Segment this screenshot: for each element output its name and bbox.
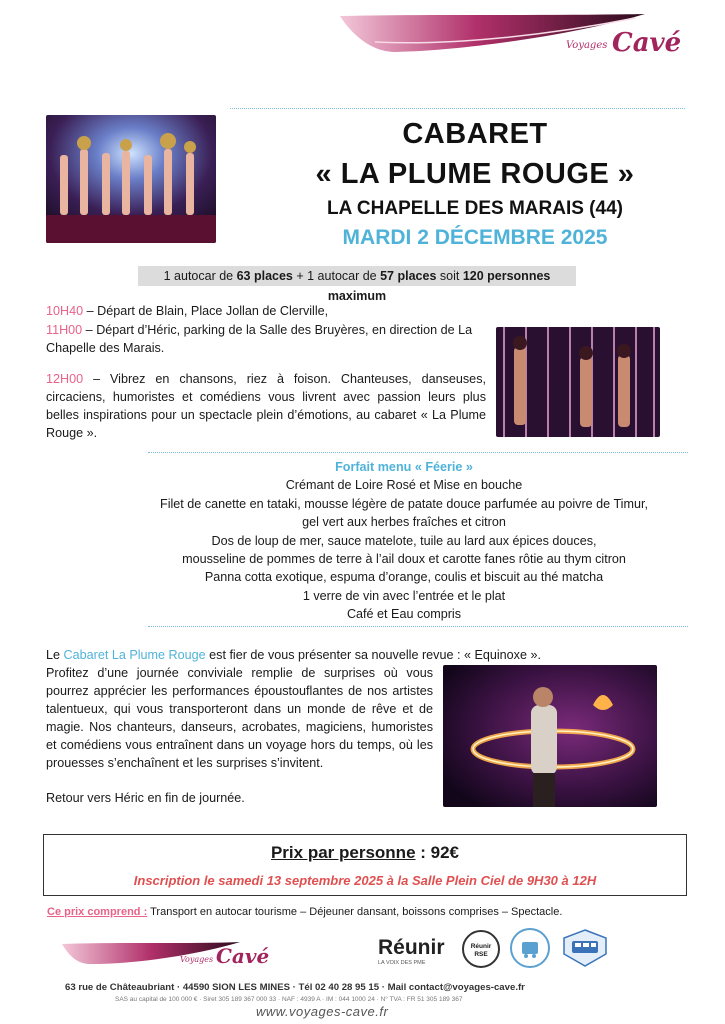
revue-text: est fier de vous présenter sa nouvelle revue : « Equinoxe ».: [205, 648, 541, 662]
menu-line: Filet de canette en tataki, mousse légère de patate douce parfumée au poivre de Timur,: [160, 496, 648, 511]
brand-small: Voyages: [566, 40, 608, 51]
performer-photo: [443, 665, 657, 807]
footer-legal: SAS au capital de 100 000 € · Siret 305 189 367 000 33 · NAF : 4939 A · IM : 044 1000 24 · N° TVA : FR 51 305 189 367: [115, 996, 463, 1003]
eco-label-icon: [510, 928, 550, 968]
cabaret-photo: [46, 115, 216, 243]
footer-website-link[interactable]: www.voyages-cave.fr: [256, 1004, 389, 1019]
badge-rse-text: Réunir RSE: [470, 943, 492, 958]
menu-line: 1 verre de vin avec l’entrée et le plat: [302, 588, 506, 603]
title-location: LA CHAPELLE DES MARAIS (44): [327, 198, 623, 219]
revue-text: Le: [46, 648, 64, 662]
menu-section: [140, 458, 668, 624]
menu-title: Forfait menu « Féerie »: [335, 460, 473, 474]
menu-line: Café et Eau compris: [346, 607, 462, 622]
title-date: MARDI 2 DÉCEMBRE 2025: [342, 226, 608, 249]
price-box: [43, 834, 687, 896]
capacity-text: + 1 autocar de: [292, 269, 381, 283]
title-line1: CABARET: [402, 118, 548, 150]
brand-name: Cavé: [612, 28, 682, 58]
dancers-photo: [496, 327, 660, 437]
footer-brand-small: Voyages: [180, 955, 214, 964]
capacity-banner: [138, 266, 576, 303]
includes-label: Ce prix comprend :: [47, 906, 148, 918]
revue-name: Cabaret La Plume Rouge: [63, 648, 206, 662]
menu-line: Crémant de Loire Rosé et Mise en bouche: [285, 478, 523, 493]
capacity-text: soit: [436, 269, 463, 283]
bus-badge-icon: [560, 928, 610, 968]
menu-line: Panna cotta exotique, espuma d’orange, coulis et biscuit au thé matcha: [204, 570, 604, 585]
footer-address: 63 rue de Châteaubriant · 44590 SION LES MINES · Tél 02 40 28 95 15 · Mail contact@voyages-cave.fr: [65, 982, 525, 993]
revue-body: Profitez d’une journée conviviale remplie de surprises où vous pourrez apprécier les performances époustouflantes de nos artistes talentueux, qui vous transporteront dans un monde de rêve et de magie. Nos chanteurs, danseurs, acrobates, magiciens, humoristes et comédiens vous entraînent dans un voyage hors du temps, où les prouesses s’enchaînent et les surprises s’invitent.: [46, 666, 433, 770]
capacity-bold: 57 places: [380, 269, 437, 283]
capacity-text: 1 autocar de: [163, 269, 237, 283]
price-line: [44, 843, 686, 863]
price-includes: [47, 906, 562, 918]
schedule-time: 10H40: [46, 304, 84, 318]
includes-text: Transport en autocar tourisme – Déjeuner dansant, boissons comprises – Spectacle.: [147, 906, 563, 918]
reunir-name: Réunir: [378, 936, 445, 959]
revue-intro: [46, 646, 666, 664]
schedule-time: 12H00: [46, 372, 84, 386]
capacity-bold: 120 personnes maximum: [327, 269, 551, 303]
menu-line: mousseline de pommes de terre à l’ail doux et carotte fanes rôtie au thym citron: [182, 552, 626, 567]
schedule-text: – Vibrez en chansons, riez à foison. Chanteuses, danseuses, circaciens, humoristes et comédiens vous livrent avec passion leurs plus belles inspirations pour un spectacle plein d’émotions, au cabaret « La Plume Rouge ».: [46, 372, 486, 440]
return-note: Retour vers Héric en fin de journée.: [46, 791, 245, 805]
inscription-note: Inscription le samedi 13 septembre 2025 à la Salle Plein Ciel de 9H30 à 12H: [133, 873, 597, 888]
price-label: Prix par personne: [270, 843, 416, 862]
reunir-sub: LA VOIX DES PME: [378, 960, 426, 966]
price-value: : 92€: [415, 843, 460, 862]
menu-line: gel vert aux herbes fraîches et citron: [302, 515, 506, 530]
divider: [230, 108, 685, 109]
footer-brand-name: Cavé: [216, 944, 270, 968]
divider: [148, 452, 688, 453]
schedule-item: [46, 370, 486, 442]
title-line2: « LA PLUME ROUGE »: [315, 158, 635, 190]
schedule-text: – Départ d’Héric, parking de la Salle des Bruyères, en direction de La Chapelle des Marais.: [46, 323, 473, 355]
schedule-item: [46, 302, 486, 320]
schedule-text: – Départ de Blain, Place Jollan de Clerville,: [83, 304, 329, 318]
reunir-logo: [378, 936, 445, 966]
reunir-rse-badge: [462, 930, 500, 968]
schedule-item: [46, 321, 486, 357]
capacity-bold: 63 places: [236, 269, 293, 283]
menu-line: Dos de loup de mer, sauce matelote, tuile au lard aux épices douces,: [211, 533, 597, 548]
schedule-time: 11H00: [46, 323, 83, 337]
divider: [148, 626, 688, 627]
